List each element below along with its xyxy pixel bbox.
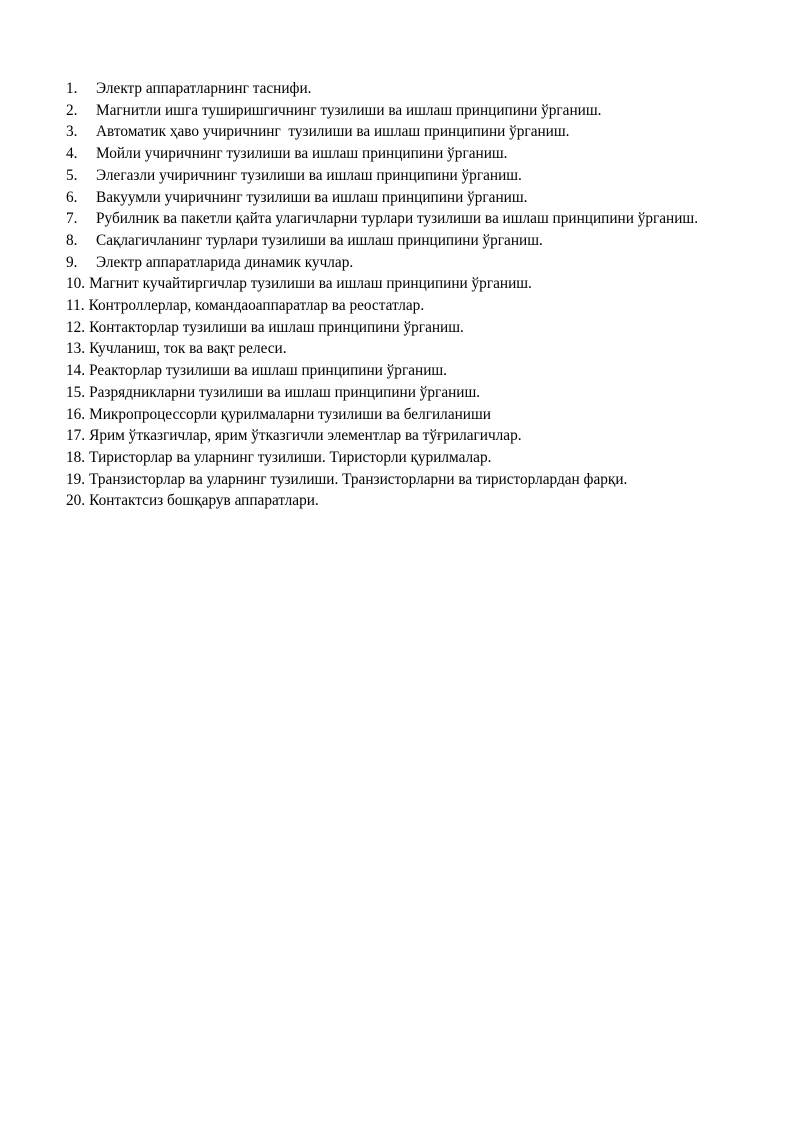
item-text: Вакуумли учиричнинг тузилиши ва ишлаш принципини ўрганиш. [96, 188, 528, 206]
list-item [66, 338, 766, 360]
item-text: Рубилник ва пакетли қайта улагичларни турлари тузилиши ва ишлаш принципини ўрганиш. [96, 210, 699, 228]
item-text: Мойли учиричнинг тузилиши ва ишлаш принципини ўрганиш. [96, 145, 508, 163]
item-text: Реакторлар тузилиши ва ишлаш принципини ўрганиш. [89, 362, 447, 380]
item-text: Контроллерлар, командаоаппаратлар ва реостатлар. [88, 297, 425, 315]
item-number: 4. [66, 145, 78, 163]
topic-list [66, 78, 766, 512]
list-item [66, 295, 766, 317]
item-number: 14. [66, 362, 86, 380]
list-item [66, 360, 766, 382]
list-item [66, 187, 766, 209]
list-item [66, 273, 766, 295]
item-text: Тиристорлар ва уларнинг тузилиши. Тиристорли қурилмалар. [89, 448, 492, 466]
list-item [66, 382, 766, 404]
item-text: Микропроцессорли қурилмаларни тузилиши ва белгиланиши [89, 405, 491, 423]
item-number: 9. [66, 253, 78, 271]
item-text: Магнитли ишга туширишгичнинг тузилиши ва ишлаш принципини ўрганиш. [96, 101, 602, 119]
item-text: Электр аппаратларнинг таснифи. [96, 80, 312, 97]
list-item [66, 425, 766, 447]
list-item [66, 208, 766, 230]
item-text: Автоматик ҳаво учиричнинг тузилиши ва ишлаш принципини ўрганиш. [96, 123, 570, 141]
list-item [66, 490, 766, 512]
list-item [66, 252, 766, 274]
item-text: Сақлагичланинг турлари тузилиши ва ишлаш принципини ўрганиш. [96, 231, 543, 249]
item-number: 12. [66, 318, 86, 336]
item-text: Разрядникларни тузилиши ва ишлаш принципини ўрганиш. [89, 383, 481, 401]
item-number: 3. [66, 123, 78, 141]
item-text: Магнит кучайтиргичлар тузилиши ва ишлаш принципини ўрганиш. [89, 275, 532, 293]
list-item [66, 100, 766, 122]
item-text: Транзисторлар ва уларнинг тузилиши. Транзисторларни ва тиристорлардан фарқи. [89, 470, 628, 488]
item-number: 19. [66, 470, 86, 488]
list-item [66, 404, 766, 426]
item-number: 13. [66, 340, 86, 358]
item-number: 1. [66, 80, 78, 97]
list-item [66, 143, 766, 165]
list-item [66, 469, 766, 491]
item-text: Элегазли учиричнинг тузилиши ва ишлаш принципини ўрганиш. [96, 166, 522, 184]
item-text: Ярим ўтказгичлар, ярим ўтказгичли элементлар ва тўғрилагичлар. [89, 427, 522, 445]
list-item [66, 78, 766, 100]
item-number: 2. [66, 101, 78, 119]
item-number: 20. [66, 492, 86, 510]
item-text: Кучланиш, ток ва вақт релеси. [89, 340, 287, 358]
list-item [66, 121, 766, 143]
item-number: 7. [66, 210, 78, 228]
item-text: Контактсиз бошқарув аппаратлари. [89, 492, 319, 510]
item-number: 6. [66, 188, 78, 206]
item-number: 16. [66, 405, 86, 423]
item-number: 18. [66, 448, 86, 466]
item-number: 11. [66, 297, 85, 315]
list-item [66, 165, 766, 187]
item-number: 15. [66, 383, 86, 401]
item-number: 8. [66, 231, 78, 249]
item-number: 10. [66, 275, 86, 293]
item-number: 5. [66, 166, 78, 184]
item-text: Электр аппаратларида динамик кучлар. [96, 253, 354, 271]
list-item [66, 230, 766, 252]
list-item [66, 447, 766, 469]
list-item [66, 317, 766, 339]
item-number: 17. [66, 427, 86, 445]
item-text: Контакторлар тузилиши ва ишлаш принципини ўрганиш. [89, 318, 464, 336]
